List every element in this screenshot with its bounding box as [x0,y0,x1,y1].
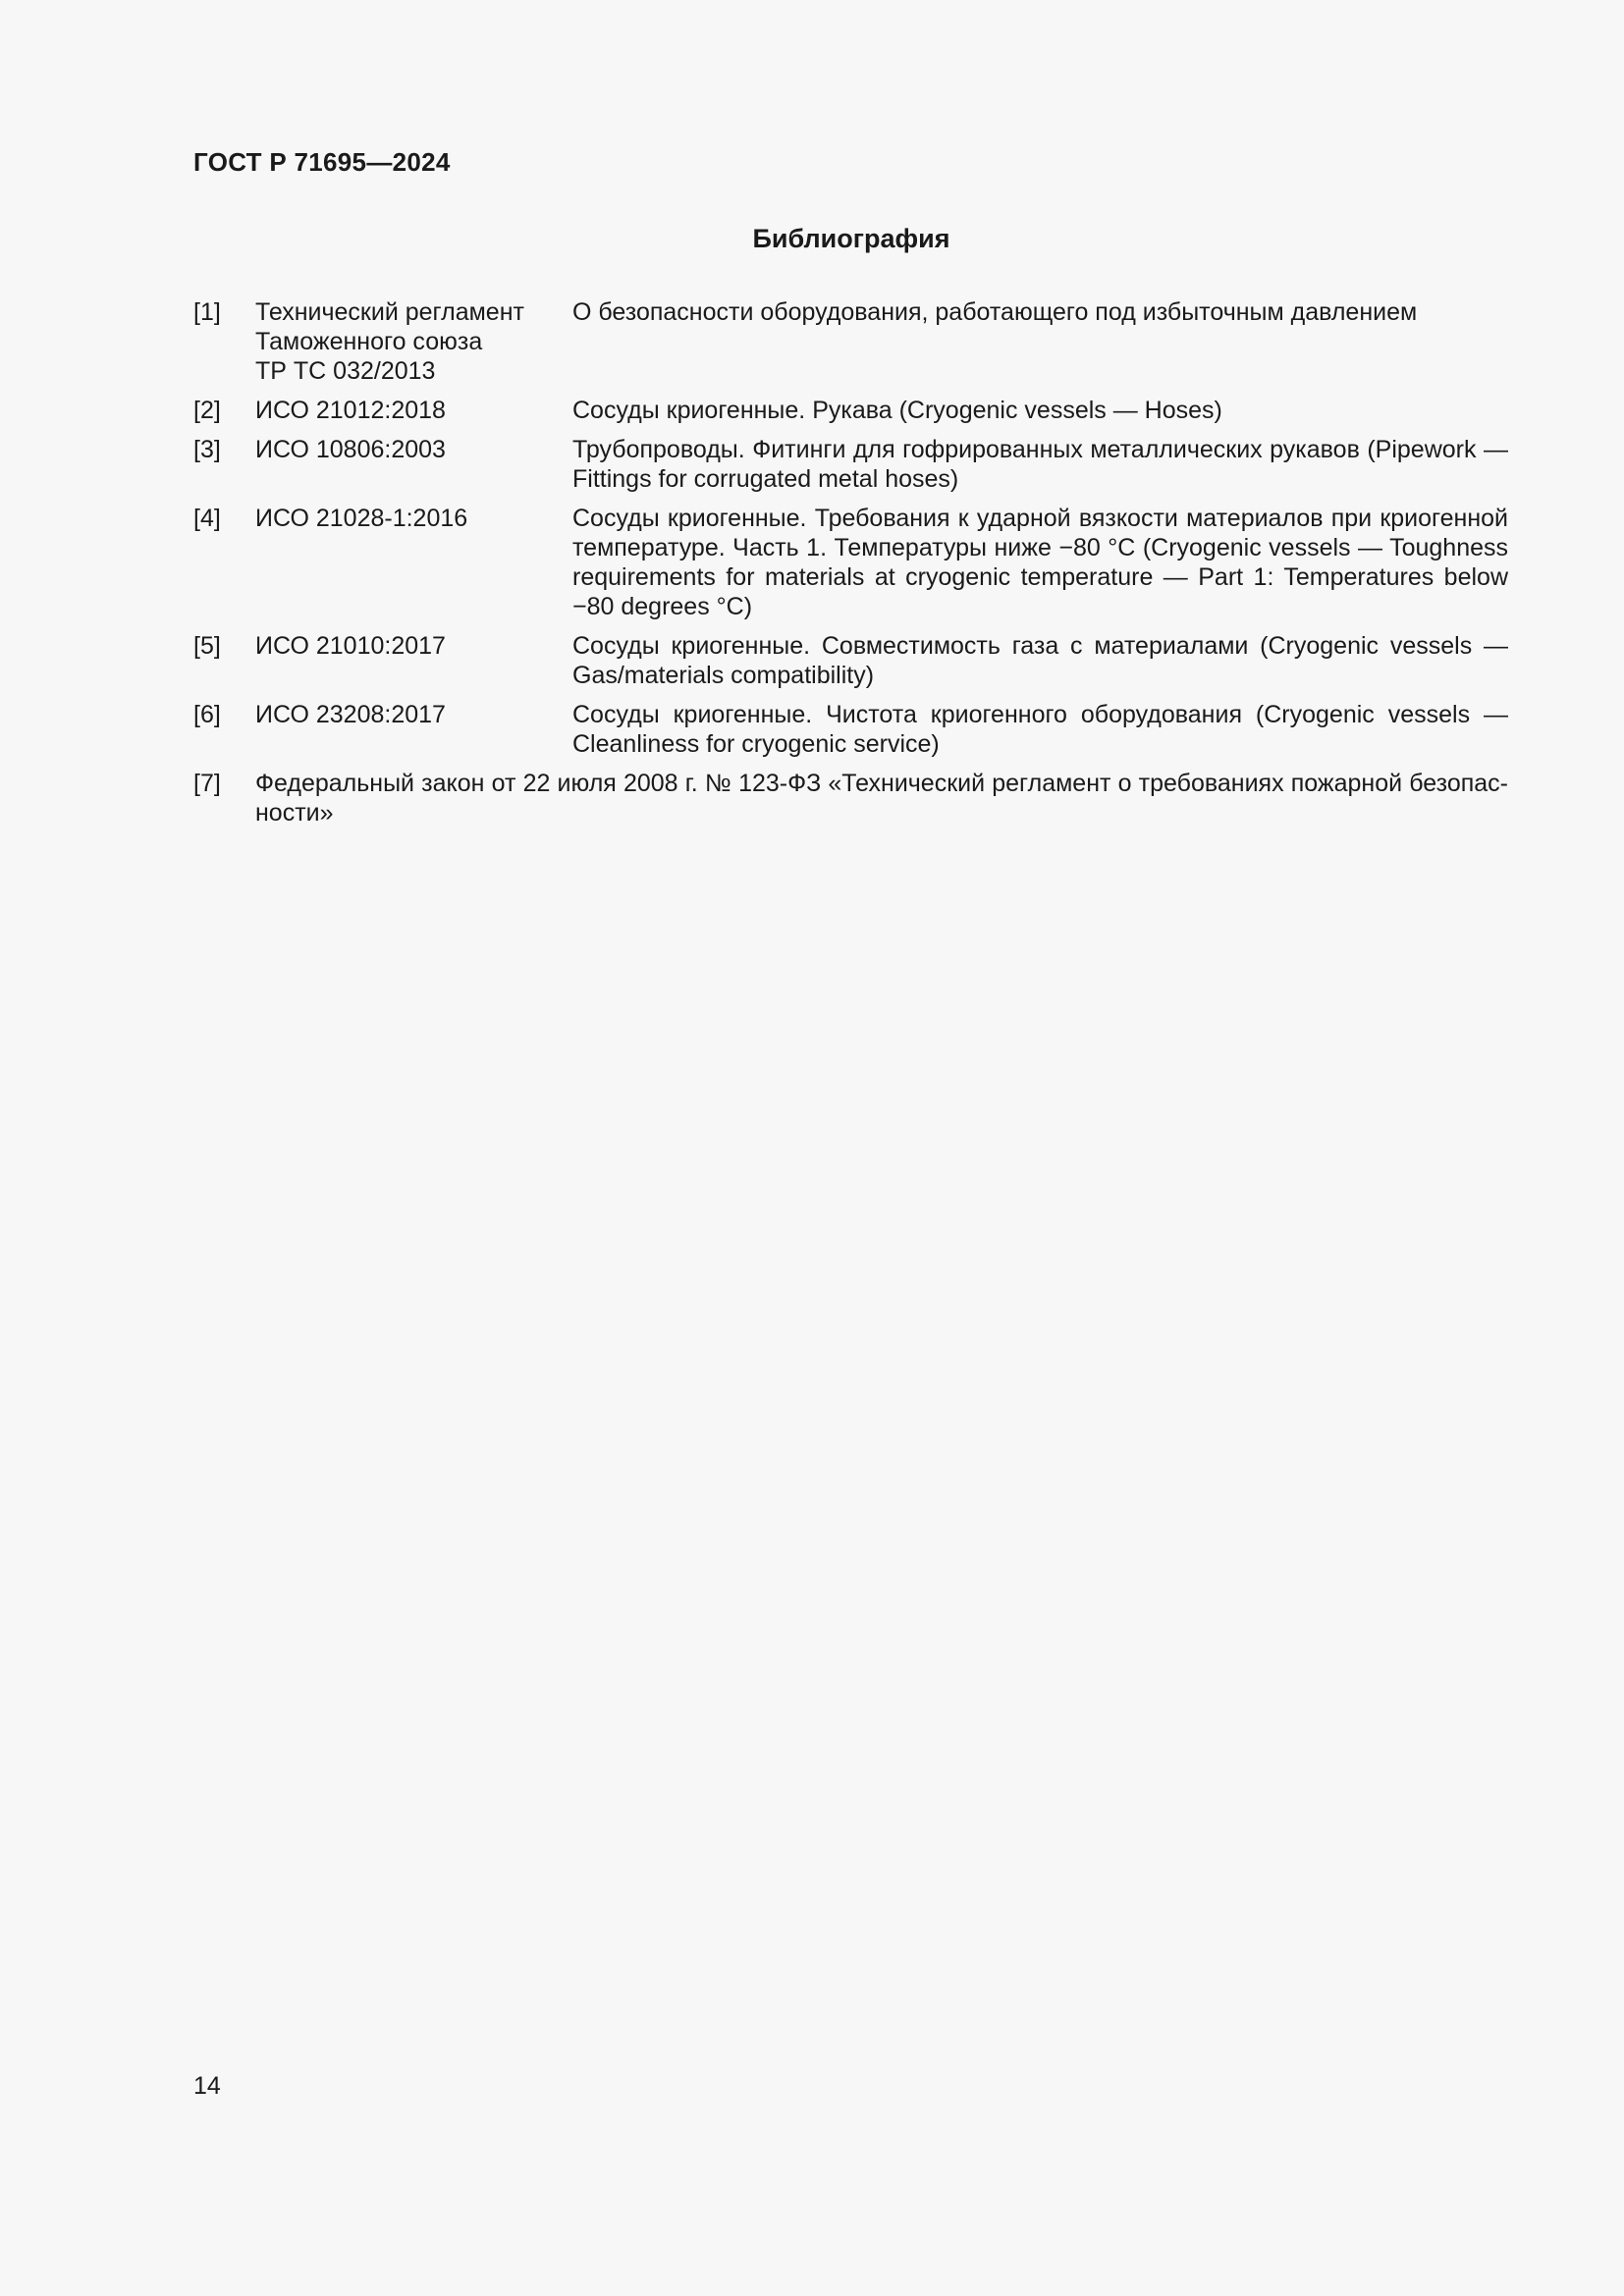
reference-title: О безопасности оборудования, работающего под избыточным давлением [572,298,1418,326]
section-title: Библиография [752,224,950,253]
reference-source: ИСО 21028-1:2016 [255,505,468,532]
reference-number: [7] [193,770,221,797]
reference-title: Сосуды криогенные. Рукава (Cryogenic vessels — Hoses) [572,397,1222,424]
reference-2 [193,396,1508,425]
reference-title: Сосуды криогенные. Совместимость газа с материалами (Cryogenic vessels — Gas/materials compatibility) [572,632,1508,689]
reference-number: [2] [193,397,221,424]
reference-source: ИСО 23208:2017 [255,701,446,728]
reference-title: Трубопроводы. Фитинги для гофрированных металлических рукавов (Pipework — Fittings for corrugated metal hoses) [572,436,1508,493]
reference-source [255,297,572,386]
reference-number: [3] [193,436,221,463]
reference-title: Сосуды криогенные. Чистота криогенного оборудования (Cryogenic vessels — Cleanliness for cryogenic service) [572,701,1508,758]
reference-source: ИСО 10806:2003 [255,436,446,463]
document-code: ГОСТ Р 71695—2024 [193,147,451,177]
reference-number: [5] [193,632,221,660]
reference-full-text: Федеральный закон от 22 июля 2008 г. № 123-ФЗ «Технический регламент о требованиях пожарной безопас-ности» [255,770,1508,827]
reference-source-line: Технический регламент [255,298,524,326]
reference-source: ИСО 21010:2017 [255,632,446,660]
reference-3 [193,435,1508,494]
reference-source-line: ТР ТС 032/2013 [255,357,436,385]
page-number: 14 [193,2072,221,2100]
reference-7 [193,769,1508,828]
reference-4 [193,504,1508,621]
reference-number: [1] [193,298,221,326]
reference-5 [193,631,1508,690]
reference-number: [6] [193,701,221,728]
reference-source: ИСО 21012:2018 [255,397,446,424]
reference-6 [193,700,1508,759]
reference-number: [4] [193,505,221,532]
reference-title: Сосуды криогенные. Требования к ударной вязкости материалов при криогенной температуре. Часть 1. Температуры ниже −80 °С (Cryogenic vessels — Toughness requirements for materials at cryogenic temperature — Part 1: Temperatures below −80 degrees °С) [572,505,1508,620]
reference-1 [193,297,1508,386]
bibliography-list [193,297,1508,837]
reference-source-line: Таможенного союза [255,328,483,355]
